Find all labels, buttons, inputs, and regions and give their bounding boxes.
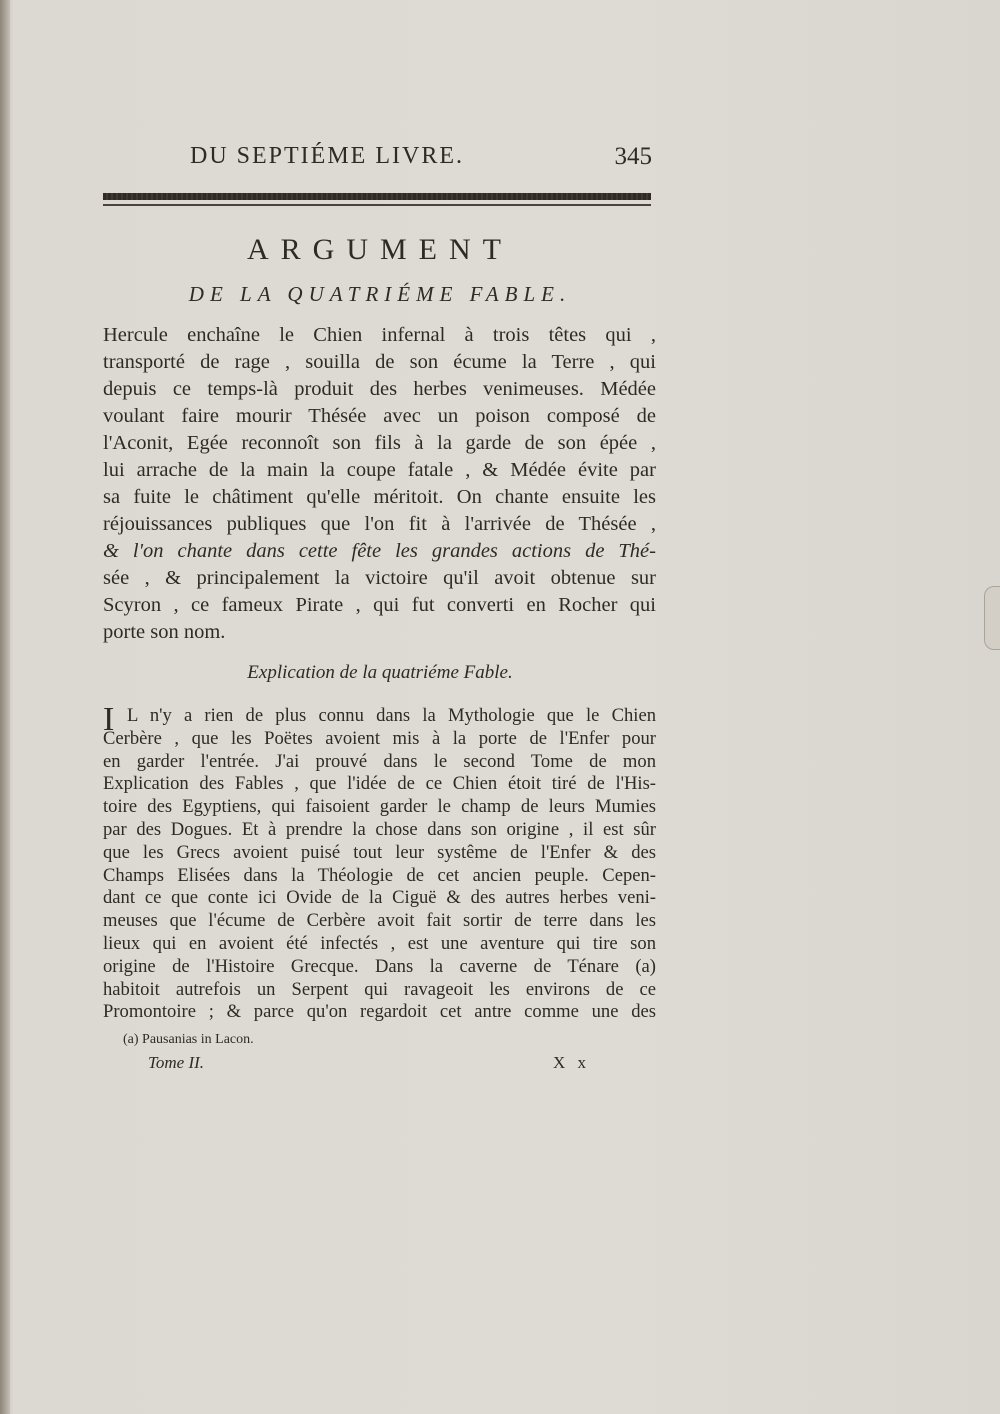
explication-heading: Explication de la quatriéme Fable. (247, 662, 513, 683)
argument-line: l'Aconit, Egée reconnoît son fils à la garde de son épée , (103, 432, 656, 454)
body-line: Cerbère , que les Poëtes avoient mis à la porte de l'Enfer pour (103, 727, 656, 749)
page-number: 345 (614, 143, 652, 170)
body-line: L n'y a rien de plus connu dans la Mythologie que le Chien (127, 705, 656, 726)
signature-mark: X x (553, 1053, 591, 1072)
body-line: Explication des Fables , que l'idée de ce Chien étoit tiré de l'His- (103, 773, 656, 795)
body-line: toire des Egyptiens, qui faisoient garder le champ de leurs Mumies (103, 796, 656, 818)
argument-line: Scyron , ce fameux Pirate , qui fut converti en Rocher qui (103, 594, 656, 616)
argument-line: transporté de rage , souilla de son écume la Terre , qui (103, 351, 656, 373)
body-line: meuses que l'écume de Cerbère avoit fait sortir de terre dans les (103, 910, 656, 932)
argument-subtitle: DE LA QUATRIÉME FABLE. (188, 282, 572, 306)
argument-line: porte son nom. (103, 621, 226, 643)
drop-cap: I (103, 701, 115, 738)
argument-line: voulant faire mourir Thésée avec un poison composé de (103, 405, 656, 427)
running-head (190, 143, 660, 175)
argument-line: réjouissances publiques que l'on fit à l'arrivée de Thésée , (103, 513, 656, 535)
argument-line: sa fuite le châtiment qu'elle méritoit. On chante ensuite les (103, 486, 656, 508)
body-line: habitoit autrefois un Serpent qui ravageoit les environs de ce (103, 978, 656, 1000)
body-line: origine de l'Histoire Grecque. Dans la caverne de Ténare (a) (103, 955, 656, 977)
argument-line: sée , & principalement la victoire qu'il avoit obtenue sur (103, 567, 656, 589)
body-line: dant ce que conte ici Ovide de la Ciguë & des autres herbes veni- (103, 887, 656, 909)
ornamental-rule (103, 193, 651, 200)
argument-line: & l'on chante dans cette fête les grandes actions de Thé- (103, 540, 656, 562)
argument-line: depuis ce temps-là produit des herbes venimeuses. Médée (103, 378, 656, 400)
argument-title: ARGUMENT (247, 233, 513, 266)
body-line: Promontoire ; & parce qu'on regardoit cet antre comme une des (103, 1001, 656, 1023)
body-line: lieux qui en avoient été infectés , est une aventure qui tire son (103, 932, 656, 954)
page-gutter (0, 0, 10, 1414)
body-line: en garder l'entrée. J'ai prouvé dans le second Tome de mon (103, 750, 656, 772)
body-line: par des Dogues. Et à prendre la chose dans son origine , il est sûr (103, 818, 656, 840)
volume-mark: Tome II. (148, 1053, 205, 1072)
explication-paragraph (103, 701, 656, 1024)
argument-line: lui arrache de la main la coupe fatale , & Médée évite par (103, 459, 656, 481)
body-line: que les Grecs avoient puisé tout leur systême de l'Enfer & des (103, 841, 656, 863)
argument-paragraph (103, 322, 656, 646)
footnote: (a) Pausanias in Lacon. (123, 1032, 254, 1047)
running-head-title: DU SEPTIÉME LIVRE. (190, 143, 464, 169)
body-line: Champs Elisées dans la Théologie de cet ancien peuple. Cepen- (103, 864, 656, 886)
argument-line: Hercule enchaîne le Chien infernal à trois têtes qui , (103, 324, 656, 346)
page-tab-marker (984, 586, 1000, 650)
ornamental-rule-thin (103, 204, 651, 206)
